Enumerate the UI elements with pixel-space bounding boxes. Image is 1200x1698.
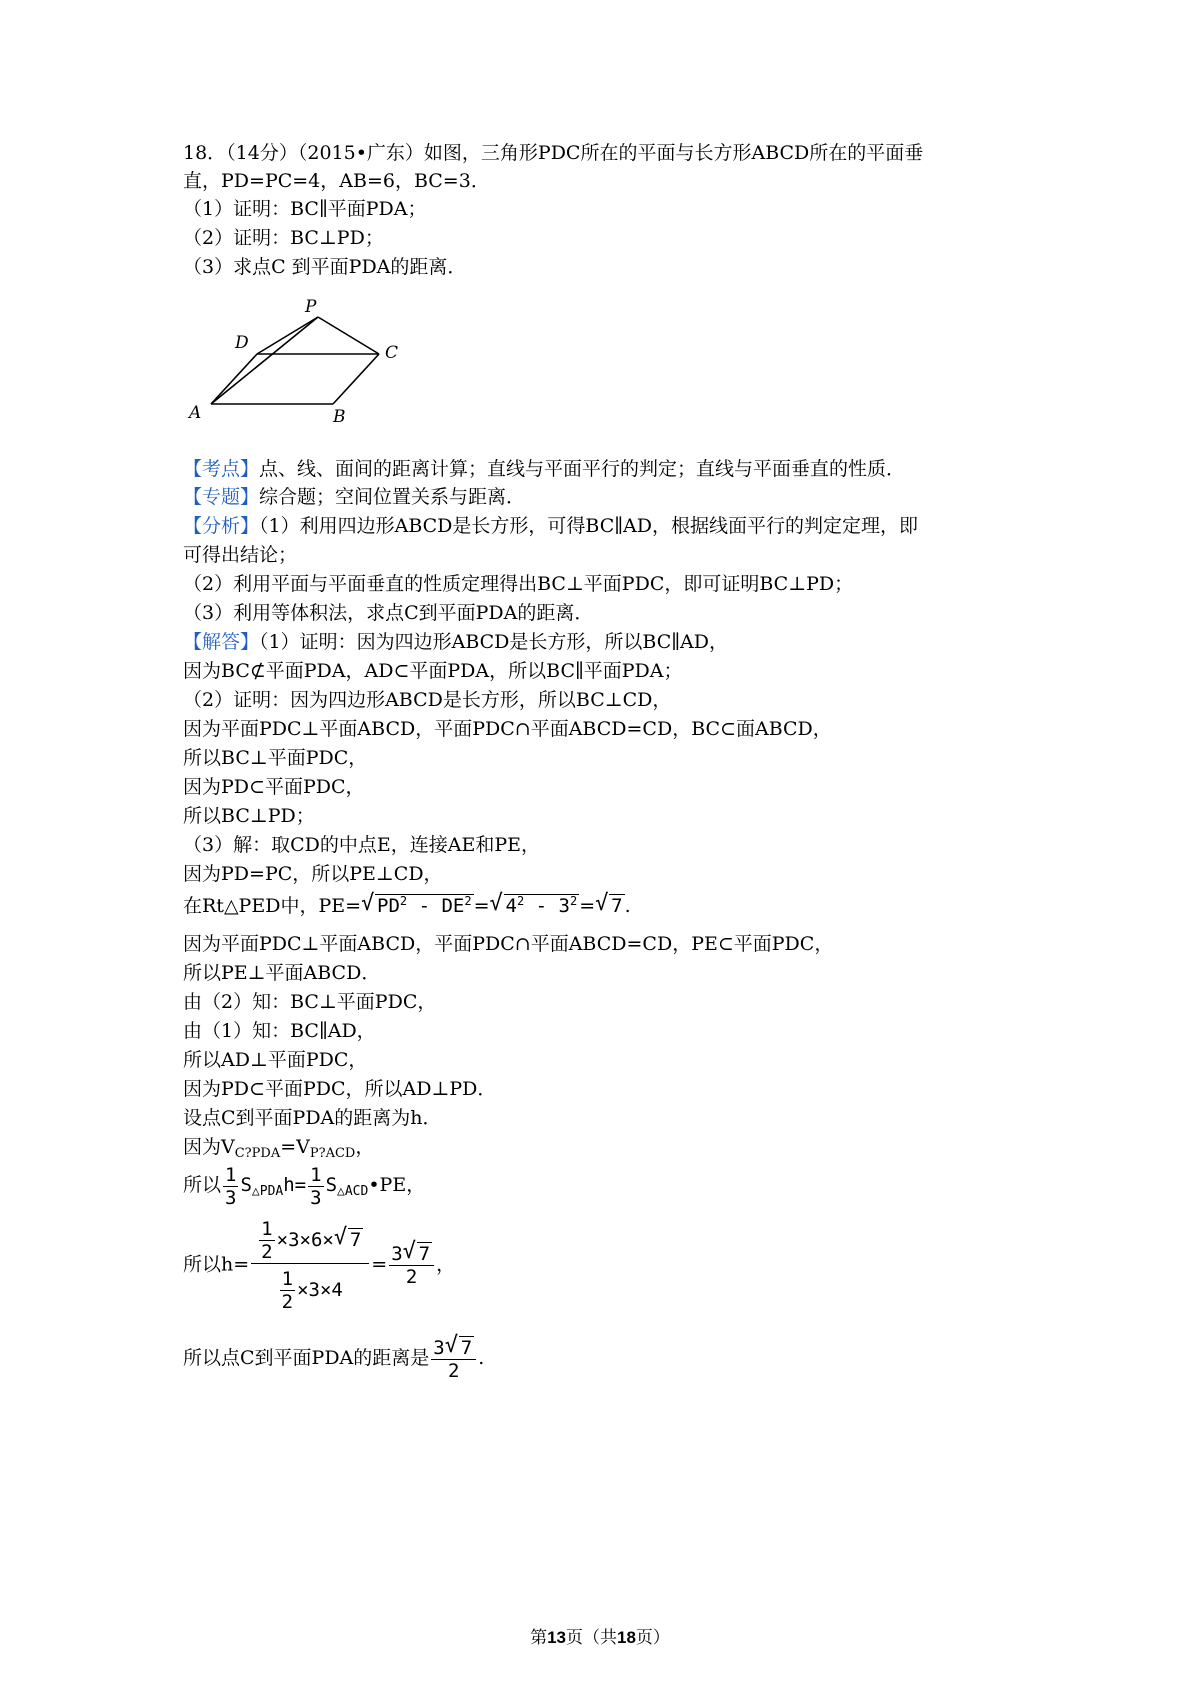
fenxi-line-2: 可得出结论；: [183, 544, 298, 566]
jieda-line-6: 因为PD⊂平面PDC，: [183, 776, 365, 798]
half-num-bottom: 2: [261, 1241, 273, 1263]
fraction-one-third-b: [308, 1164, 323, 1209]
jieda-line-14: 由（1）知：BC∥AD，: [183, 1020, 376, 1042]
jieda-line-3: （2）证明：因为四边形ABCD是长方形，所以BC⊥CD，: [183, 689, 672, 711]
label-A: A: [189, 403, 202, 423]
label-D: D: [235, 333, 249, 353]
final-den: 2: [448, 1359, 460, 1382]
jieda-line-5: 所以BC⊥平面PDC，: [183, 747, 368, 769]
h-value-line: 所以h= $\frac{1}{2}$ ×3×6×√ 7 $\frac{1}{2}$ ×3×4 = $\frac{3√ 7}{2}$ ，: [183, 1218, 455, 1313]
frac-num: 1: [310, 1163, 322, 1186]
edge-DP: [257, 317, 318, 354]
num-product: ×3×6×: [276, 1229, 334, 1251]
sqrt2-term-b: - 3: [524, 895, 570, 917]
final-num: [431, 1337, 476, 1360]
half-num: [259, 1218, 274, 1263]
footer-total-pages: 18: [617, 1628, 636, 1647]
footer-post: 页）: [635, 1628, 670, 1648]
s-pda-sub: △PDA: [251, 1184, 284, 1199]
sqrt-pd-de: [361, 894, 474, 918]
final-answer-line: [183, 1336, 484, 1382]
jieda-text-1: （1）证明：因为四边形ABCD是长方形，所以BC∥AD，: [259, 631, 728, 653]
fenxi-line-3: （2）利用平面与平面垂直的性质定理得出BC⊥平面PDC，即可证明BC⊥PD；: [183, 573, 854, 595]
result-coef: 3: [391, 1243, 403, 1265]
v-sub-pacd: P?ACD: [309, 1146, 356, 1161]
fenxi-tag: 【分析】: [183, 515, 260, 537]
geometry-figure: [183, 297, 443, 454]
final-sqrt: [445, 1337, 474, 1359]
half-num-top: 1: [261, 1218, 273, 1240]
sqrt-7: [595, 894, 624, 918]
pe-formula-prefix: 在Rt△PED中，PE=: [183, 895, 362, 917]
question-1: （1）证明：BC∥平面PDA；: [183, 198, 427, 220]
num-sqrt: [334, 1229, 363, 1251]
jieda-line-12: 所以PE⊥平面ABCD．: [183, 962, 381, 984]
final-prefix: 所以点C到平面PDA的距离是: [183, 1347, 430, 1369]
zhuanti-line: [183, 485, 525, 509]
jieda-line-4: 因为平面PDC⊥平面ABCD，平面PDC∩平面ABCD=CD，BC⊂面ABCD，: [183, 718, 832, 740]
jieda-line-9: 因为PD=PC，所以PE⊥CD，: [183, 863, 443, 885]
half-den: [280, 1268, 295, 1313]
jieda-line-11: 因为平面PDC⊥平面ABCD，平面PDC∩平面ABCD=CD，PE⊂平面PDC，: [183, 933, 834, 955]
final-fraction: [431, 1337, 476, 1382]
fraction-one-third-a: [223, 1164, 238, 1209]
v-end: ，: [355, 1136, 375, 1158]
sqrt1-term-a: PD: [377, 895, 400, 917]
jieda-line-8: （3）解：取CD的中点E，连接AE和PE，: [183, 834, 540, 856]
v-sub-cpda: C?PDA: [234, 1146, 281, 1161]
edge-AP: [211, 317, 318, 404]
jieda-line-16: 因为PD⊂平面PDC，所以AD⊥PD．: [183, 1078, 497, 1100]
sqrt2-exp-b: 2: [569, 894, 578, 908]
h-equals: h=: [283, 1174, 307, 1196]
half-den-top: 1: [281, 1268, 294, 1290]
label-B: B: [333, 407, 346, 427]
final-end: .: [478, 1347, 485, 1369]
question-2: （2）证明：BC⊥PD；: [183, 227, 384, 249]
sqrt-4-3: [490, 894, 580, 918]
problem-line-2: 直，PD=PC=4，AB=6，BC=3．: [183, 170, 490, 192]
final-coef: 3: [433, 1336, 445, 1359]
frac-den: 3: [225, 1186, 237, 1209]
pe-formula-end: .: [624, 895, 631, 917]
h-prefix: 所以h=: [183, 1253, 250, 1276]
final-radicand: 7: [460, 1336, 473, 1359]
footer-mid: 页（共: [566, 1628, 617, 1648]
s-acd-sub: △ACD: [337, 1184, 369, 1199]
label-C: C: [385, 343, 399, 363]
fenxi-text-1: （1）利用四边形ABCD是长方形，可得BC∥AD，根据线面平行的判定定理，即: [259, 515, 918, 537]
kaodian-tag: 【考点】: [183, 458, 260, 480]
den-product: ×3×4: [297, 1279, 343, 1301]
v-prefix: 因为V: [183, 1136, 235, 1158]
figure-lines: [211, 317, 379, 404]
sqrt1-exp-b: 2: [464, 894, 472, 908]
jieda-line-15: 所以AD⊥平面PDC，: [183, 1049, 368, 1071]
edge-AD: [211, 354, 257, 404]
frac-num: 1: [225, 1163, 237, 1186]
sqrt1-exp-a: 2: [399, 894, 408, 908]
result-den: 2: [405, 1266, 418, 1288]
result-fraction: [389, 1243, 434, 1288]
question-3: （3）求点C 到平面PDA的距离．: [183, 256, 467, 278]
kaodian-text: 点、线、面间的距离计算；直线与平面平行的判定；直线与平面垂直的性质．: [259, 458, 906, 480]
jieda-line-13: 由（2）知：BC⊥平面PDC，: [183, 991, 437, 1013]
big-frac-denominator: [251, 1264, 369, 1313]
label-P: P: [305, 297, 317, 317]
zhuanti-tag: 【专题】: [183, 486, 260, 508]
sqrt2-term-a: 4: [505, 895, 517, 917]
big-frac-numerator: [251, 1218, 369, 1264]
edge-CB: [333, 354, 379, 404]
v-mid: =V: [280, 1136, 310, 1158]
result-sqrt: [403, 1243, 432, 1265]
jieda-line-1: [183, 630, 728, 654]
big-fraction: [251, 1218, 369, 1313]
zhuanti-text: 综合题；空间位置关系与距离．: [259, 486, 526, 508]
kaodian-line: [183, 457, 905, 481]
half-den-bottom: 2: [281, 1291, 294, 1313]
edge-PC: [318, 317, 379, 354]
sqrt3-term: 7: [611, 895, 623, 917]
volume-equation-line: [183, 1135, 374, 1159]
footer-pre: 第: [530, 1628, 548, 1648]
jieda-line-7: 所以BC⊥PD；: [183, 805, 315, 827]
jieda-line-17: 设点C到平面PDA的距离为h．: [183, 1107, 442, 1129]
result-num: [389, 1243, 434, 1266]
fenxi-line-4: （3）利用等体积法，求点C到平面PDA的距离．: [183, 602, 594, 624]
sqrt1-term-b: - DE: [407, 895, 465, 917]
jieda-tag: 【解答】: [183, 631, 260, 653]
fenxi-line-1: [183, 514, 918, 538]
area-eq-end: •PE，: [368, 1174, 426, 1196]
result-radicand: 7: [418, 1243, 431, 1265]
area-equation-line: [183, 1163, 425, 1209]
h-end: ，: [436, 1253, 456, 1276]
sqrt2-exp-a: 2: [516, 894, 525, 908]
num-sqrt-radicand: 7: [349, 1229, 362, 1251]
area-eq-prefix: 所以: [183, 1174, 222, 1196]
jieda-line-2: 因为BC⊄平面PDA，AD⊂平面PDA，所以BC∥平面PDA；: [183, 660, 683, 682]
pe-formula-line: 在Rt△PED中，PE=√ $PD^2 - DE^2$ =√ $4^2 - 3^2$ =√ 7 .: [183, 894, 631, 918]
footer-page-number: 13: [547, 1628, 566, 1647]
s-acd: S: [325, 1174, 338, 1196]
s-pda: S: [240, 1174, 252, 1196]
frac-den: 3: [310, 1186, 322, 1209]
problem-line-1: 18．（14分）（2015•广东）如图，三角形PDC所在的平面与长方形ABCD所在的平面垂: [183, 142, 924, 164]
page-footer: [0, 1623, 1200, 1648]
